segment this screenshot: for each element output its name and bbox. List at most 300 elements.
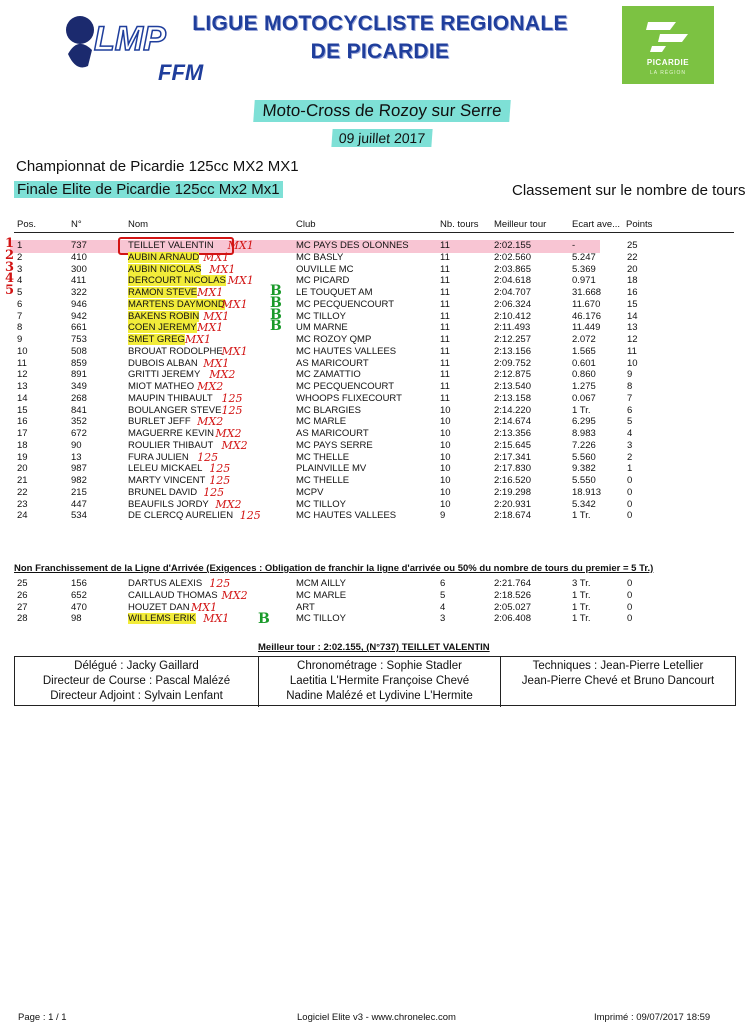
cell-best: 2:21.764: [494, 578, 531, 589]
cell-pts: 0: [627, 498, 633, 510]
cell-nom: RAMON STEVE: [128, 287, 198, 298]
cell-club: MC BASLY: [296, 251, 344, 263]
official-line: Directeur Adjoint : Sylvain Lenfant: [50, 690, 223, 702]
handwritten-class-note: 125: [239, 509, 261, 523]
cell-pos: 11: [17, 357, 27, 369]
official-line: Directeur de Course : Pascal Malézé: [42, 675, 231, 687]
cell-ecart: 8.983: [572, 428, 596, 439]
handwritten-position: 1: [5, 236, 15, 251]
table-row: [0, 452, 750, 463]
cell-num: 661: [71, 322, 87, 334]
cell-club: MC THELLE: [296, 451, 350, 463]
table-row: [0, 475, 750, 486]
cell-best: 2:12.257: [494, 334, 531, 345]
cell-ecart: 0.601: [572, 357, 596, 369]
handwritten-class-note: 125: [197, 450, 219, 464]
cell-pts: 11: [627, 345, 637, 357]
cell-ecart: -: [572, 240, 576, 251]
cell-tours: 10: [440, 404, 451, 416]
cell-tours: 11: [440, 240, 450, 251]
cell-pos: 25: [17, 578, 28, 589]
table-row: [0, 346, 750, 357]
cell-ecart: 5.342: [572, 498, 596, 510]
cell-best: 2:14.220: [494, 404, 531, 416]
handwritten-class-note: MX1: [227, 239, 254, 252]
cell-ecart: 18.913: [572, 486, 602, 498]
table-row: [0, 578, 750, 589]
cell-pos: 5: [17, 287, 23, 298]
cell-nom: LELEU MICKAEL: [128, 463, 203, 475]
cell-pts: 4: [627, 428, 633, 439]
cell-tours: 11: [440, 310, 450, 322]
handwritten-class-note: MX1: [203, 356, 230, 370]
cell-tours: 4: [440, 601, 446, 613]
cell-club: MCM AILLY: [296, 578, 346, 589]
cell-num: 215: [71, 486, 87, 498]
cell-club: MC HAUTES VALLEES: [296, 510, 397, 522]
cell-pts: 0: [627, 601, 633, 613]
cell-nom: GRITTI JEREMY: [128, 369, 201, 381]
handwritten-class-note: MX1: [209, 262, 236, 276]
handwritten-class-note: MX1: [191, 600, 218, 614]
cell-best: 2:02.560: [494, 251, 531, 263]
cell-best: 2:03.865: [494, 263, 531, 275]
cell-ecart: 1.565: [572, 345, 596, 357]
cell-best: 2:14.674: [494, 416, 531, 428]
cell-num: 300: [71, 263, 87, 275]
cell-pts: 3: [627, 439, 633, 451]
cell-pts: 0: [627, 475, 633, 486]
cell-club: MC ZAMATTIO: [296, 369, 361, 381]
org-title: [150, 10, 610, 66]
cell-pts: 20: [627, 263, 638, 275]
table-row: [0, 252, 750, 263]
cell-pos: 28: [17, 613, 28, 625]
cell-ecart: 5.560: [572, 451, 596, 463]
col-club: Club: [296, 219, 316, 230]
cell-ecart: 0.971: [572, 275, 596, 287]
cell-best: 2:05.027: [494, 601, 531, 613]
handwritten-class-note: MX2: [215, 427, 242, 440]
cell-pos: 4: [17, 275, 23, 287]
cell-tours: 10: [440, 428, 451, 439]
cell-tours: 11: [440, 357, 450, 369]
handwritten-class-note: MX1: [197, 321, 224, 335]
cell-best: 2:13.158: [494, 392, 531, 404]
handwritten-class-note: MX2: [215, 497, 242, 511]
table-row: [0, 275, 750, 286]
ffm-logo: FFM: [158, 60, 204, 85]
cell-nom: FURA JULIEN: [128, 451, 189, 463]
col-tours: Nb. tours: [440, 219, 479, 230]
cell-tours: 11: [440, 287, 450, 298]
event-date: 09 juillet 2017: [331, 129, 432, 147]
handwritten-class-note: MX1: [203, 309, 230, 323]
cell-club: OUVILLE MC: [296, 263, 354, 275]
cell-pts: 6: [627, 404, 633, 416]
cell-club: MCPV: [296, 486, 324, 498]
cell-tours: 11: [440, 251, 450, 263]
cell-num: 411: [71, 275, 87, 287]
cell-best: 2:02.155: [494, 240, 531, 251]
cell-ecart: 2.072: [572, 334, 596, 345]
cell-best: 2:18.674: [494, 510, 531, 522]
cell-best: 2:19.298: [494, 486, 531, 498]
cell-best: 2:13.156: [494, 345, 531, 357]
cell-club: MC TILLOY: [296, 310, 346, 322]
cell-ecart: 1.275: [572, 381, 596, 392]
best-lap: Meilleur tour : 2:02.155, (N°737) TEILLET VALENTIN: [258, 642, 490, 653]
handwritten-class-note: MX2: [221, 438, 248, 452]
cell-num: 652: [71, 589, 87, 601]
cell-num: 737: [71, 240, 87, 251]
cell-pts: 0: [627, 578, 633, 589]
cell-num: 322: [71, 287, 87, 298]
table-row: [0, 287, 750, 298]
cell-pts: 5: [627, 416, 633, 428]
cell-best: 2:13.540: [494, 381, 531, 392]
table-row: [0, 487, 750, 498]
table-row: [0, 590, 750, 601]
table-row: [0, 405, 750, 416]
cell-pos: 3: [17, 263, 23, 275]
cell-tours: 11: [440, 345, 450, 357]
handwritten-class-note: MX1: [227, 274, 254, 288]
table-row: [0, 381, 750, 392]
cell-ecart: 0.067: [572, 392, 596, 404]
cell-tours: 9: [440, 510, 446, 522]
cell-num: 841: [71, 404, 87, 416]
cell-club: AS MARICOURT: [296, 428, 369, 439]
table-header: [0, 219, 750, 230]
cell-best: 2:15.645: [494, 439, 531, 451]
official-line: Jean-Pierre Chevé et Bruno Dancourt: [521, 675, 715, 687]
championship-title: Championnat de Picardie 125cc MX2 MX1: [16, 158, 299, 175]
cell-best: 2:10.412: [494, 310, 531, 322]
cell-num: 156: [71, 578, 87, 589]
table-row: [0, 311, 750, 322]
cell-num: 508: [71, 345, 87, 357]
cell-club: AS MARICOURT: [296, 357, 369, 369]
cell-tours: 11: [440, 263, 450, 275]
handwritten-class-note: 125: [209, 474, 231, 487]
cell-best: 2:04.707: [494, 287, 531, 298]
cell-club: MC PAYS SERRE: [296, 439, 373, 451]
cell-tours: 3: [440, 613, 446, 625]
cell-nom: DUBOIS ALBAN: [128, 357, 198, 369]
handwritten-class-note: MX2: [197, 415, 224, 429]
cell-club: MC BLARGIES: [296, 404, 361, 416]
cell-club: MC PAYS DES OLONNES: [296, 240, 409, 251]
col-best: Meilleur tour: [494, 219, 547, 230]
cell-num: 268: [71, 392, 87, 404]
col-num: N°: [71, 219, 82, 230]
cell-club: MC PICARD: [296, 275, 350, 287]
table-row: [0, 264, 750, 275]
cell-best: 2:17.830: [494, 463, 531, 475]
handwritten-b-mark: B: [270, 306, 282, 323]
officials-col-1: [15, 657, 259, 707]
cell-pts: 16: [627, 287, 638, 298]
picardie-logo-text: PICARDIE: [646, 58, 690, 67]
cell-ecart: 6.295: [572, 416, 596, 428]
cell-ecart: 31.668: [572, 287, 602, 298]
cell-best: 2:18.526: [494, 589, 531, 601]
lmp-logo-text: LMP: [94, 20, 166, 58]
handwritten-class-note: 125: [221, 391, 243, 405]
cell-nom: TEILLET VALENTIN: [128, 240, 214, 251]
cell-nom: AUBIN ARNAUD: [128, 251, 200, 263]
table-row: [0, 358, 750, 369]
col-ecart: Ecart ave...: [572, 219, 621, 230]
table-row: [0, 299, 750, 310]
cell-pts: 25: [627, 240, 638, 251]
table-row: [0, 240, 750, 251]
cell-pts: 18: [627, 275, 638, 287]
org-title-line2: DE PICARDIE: [310, 40, 450, 63]
cell-nom: BOULANGER STEVE: [128, 404, 222, 416]
cell-num: 859: [71, 357, 87, 369]
cell-nom: BRUNEL DAVID: [128, 486, 198, 498]
cell-ecart: 5.369: [572, 263, 596, 275]
cell-ecart: 11.449: [572, 322, 601, 334]
cell-pts: 1: [627, 463, 633, 475]
handwritten-class-note: 125: [221, 403, 243, 417]
cell-pos: 24: [17, 510, 28, 522]
cell-ecart: 3 Tr.: [572, 578, 591, 589]
handwritten-class-note: MX2: [209, 368, 236, 382]
cell-nom: BAKENS ROBIN: [128, 310, 200, 322]
cell-num: 534: [71, 510, 87, 522]
cell-club: LE TOUQUET AM: [296, 287, 373, 298]
cell-pts: 15: [627, 298, 638, 310]
cell-tours: 11: [440, 322, 450, 334]
handwritten-b-mark: B: [270, 283, 282, 299]
cell-club: UM MARNE: [296, 322, 348, 334]
cell-best: 2:16.520: [494, 475, 531, 486]
cell-pos: 14: [17, 392, 28, 404]
cell-best: 2:11.493: [494, 322, 531, 334]
header-divider: [14, 232, 734, 233]
handwritten-b-mark: B: [258, 611, 270, 628]
cell-nom: DARTUS ALEXIS: [128, 578, 203, 589]
cell-pos: 17: [17, 428, 28, 439]
cell-nom: BEAUFILS JORDY: [128, 498, 209, 510]
cell-club: MC PECQUENCOURT: [296, 381, 394, 392]
cell-ecart: 1 Tr.: [572, 589, 591, 601]
cell-pos: 27: [17, 601, 28, 613]
cell-ecart: 7.226: [572, 439, 596, 451]
col-nom: Nom: [128, 219, 149, 230]
cell-ecart: 1 Tr.: [572, 404, 591, 416]
cell-pos: 12: [17, 369, 28, 381]
cell-pts: 7: [627, 392, 633, 404]
non-finish-title: Non Franchissement de la Ligne d'Arrivée (Exigences : Obligation de franchir la ligne d'arrivée ou 50% du nombre de tours du premier = 5 Tr.): [14, 563, 654, 574]
table-row: [0, 393, 750, 404]
cell-pos: 8: [17, 322, 23, 334]
cell-pos: 9: [17, 334, 23, 345]
cell-club: MC TILLOY: [296, 498, 346, 510]
cell-nom: HOUZET DAN: [128, 601, 190, 613]
cell-pos: 19: [17, 451, 28, 463]
cell-tours: 11: [440, 381, 450, 392]
cell-club: MC HAUTES VALLEES: [296, 345, 397, 357]
cell-tours: 11: [440, 275, 450, 287]
cell-tours: 10: [440, 439, 451, 451]
handwritten-position: 3: [5, 259, 15, 275]
col-pos: Pos.: [17, 219, 37, 230]
cell-pos: 23: [17, 498, 28, 510]
cell-num: 987: [71, 463, 87, 475]
cell-tours: 11: [440, 298, 450, 310]
org-title-line1: LIGUE MOTOCYCLISTE REGIONALE: [192, 12, 568, 35]
table-row: [0, 334, 750, 345]
cell-pts: 2: [627, 451, 633, 463]
finale-title: Finale Elite de Picardie 125cc Mx2 Mx1: [14, 181, 283, 198]
cell-club: MC PECQUENCOURT: [296, 298, 394, 310]
cell-num: 90: [71, 439, 82, 451]
official-line: Délégué : Jacky Gaillard: [74, 660, 199, 672]
cell-num: 891: [71, 369, 87, 381]
cell-ecart: 1 Tr.: [572, 613, 591, 625]
cell-best: 2:06.324: [494, 298, 531, 310]
cell-pos: 6: [17, 298, 23, 310]
cell-club: WHOOPS FLIXECOURT: [296, 392, 402, 404]
cell-pts: 0: [627, 613, 633, 625]
cell-tours: 10: [440, 486, 451, 498]
cell-pts: 9: [627, 369, 633, 381]
table-row: [0, 499, 750, 510]
handwritten-class-note: MX1: [184, 333, 211, 346]
cell-pos: 1: [17, 240, 23, 251]
cell-nom: BURLET JEFF: [128, 416, 191, 428]
table-row: [0, 602, 750, 613]
cell-best: 2:04.618: [494, 275, 531, 287]
officials-col-3: [501, 657, 735, 707]
cell-club: MC MARLE: [296, 416, 347, 428]
cell-club: MC MARLE: [296, 589, 347, 601]
cell-pos: 15: [17, 404, 28, 416]
cell-pos: 10: [17, 345, 28, 357]
handwritten-position: 2: [5, 247, 15, 263]
picardie-arrow-icon: [644, 16, 692, 54]
cell-num: 946: [71, 298, 87, 310]
cell-pts: 0: [627, 589, 633, 601]
cell-pos: 16: [17, 416, 28, 428]
cell-nom: BROUAT RODOLPHE: [128, 345, 223, 357]
cell-tours: 10: [440, 498, 451, 510]
cell-ecart: 5.247: [572, 251, 596, 263]
cell-club: MC THELLE: [296, 475, 350, 486]
cell-num: 672: [71, 428, 87, 439]
picardie-logo-sub: LA RÉGION: [650, 70, 686, 76]
cell-pos: 2: [17, 251, 23, 263]
cell-pts: 8: [627, 381, 633, 392]
cell-ecart: 0.860: [572, 369, 596, 381]
table-row: [0, 322, 750, 333]
cell-num: 753: [71, 334, 87, 345]
cell-tours: 11: [440, 369, 450, 381]
cell-num: 470: [71, 601, 87, 613]
cell-pos: 13: [17, 381, 28, 392]
cell-nom: WILLEMS ERIK: [128, 613, 196, 625]
handwritten-position: 5: [5, 283, 15, 298]
cell-best: 2:20.931: [494, 498, 531, 510]
official-line: Nadine Malézé et Lydivine L'Hermite: [286, 690, 473, 702]
event-title: Moto-Cross de Rozoy sur Serre: [253, 100, 511, 122]
cell-club: PLAINVILLE MV: [296, 463, 367, 475]
officials-box: [14, 656, 736, 706]
handwritten-class-note: MX2: [197, 380, 224, 393]
cell-ecart: 46.176: [572, 310, 602, 322]
footer-page: Page : 1 / 1: [18, 1012, 67, 1023]
handwritten-class-note: MX1: [197, 286, 224, 299]
cell-num: 352: [71, 416, 87, 428]
cell-club: ART: [296, 601, 315, 613]
cell-pts: 12: [627, 334, 638, 345]
table-row: [0, 613, 750, 624]
cell-club: MC ROZOY QMP: [296, 334, 372, 345]
cell-num: 98: [71, 613, 82, 625]
handwritten-class-note: MX1: [203, 612, 230, 626]
cell-tours: 10: [440, 416, 451, 428]
cell-pts: 0: [627, 510, 633, 522]
cell-nom: SMET GREG: [128, 334, 185, 345]
official-line: Chronométrage : Sophie Stadler: [297, 660, 462, 672]
cell-tours: 10: [440, 451, 451, 463]
cell-pts: 22: [627, 251, 638, 263]
official-line: Techniques : Jean-Pierre Letellier: [532, 660, 704, 672]
cell-best: 2:17.341: [494, 451, 531, 463]
cell-nom: MIOT MATHEO: [128, 381, 195, 392]
footer-software: Logiciel Elite v3 - www.chronelec.com: [297, 1012, 456, 1023]
cell-tours: 10: [440, 463, 451, 475]
cell-ecart: 9.382: [572, 463, 596, 475]
handwritten-position: 4: [5, 271, 15, 287]
cell-nom: DE CLERCQ AURELIEN: [128, 510, 234, 522]
cell-pos: 7: [17, 310, 23, 322]
cell-nom: ROULIER THIBAUT: [128, 439, 214, 451]
officials-col-2: [259, 657, 501, 707]
col-pts: Points: [626, 219, 653, 230]
cell-ecart: 11.670: [572, 298, 601, 310]
cell-pts: 14: [627, 310, 638, 322]
cell-num: 13: [71, 451, 82, 463]
cell-ecart: 1 Tr.: [572, 601, 591, 613]
cell-nom: MARTY VINCENT: [128, 475, 206, 486]
handwritten-class-note: MX1: [203, 250, 230, 264]
cell-nom: MAGUERRE KEVIN: [128, 428, 215, 439]
cell-tours: 6: [440, 578, 446, 589]
cell-nom: MAUPIN THIBAULT: [128, 392, 213, 404]
cell-pos: 18: [17, 439, 28, 451]
cell-nom: MARTENS DAYMOND: [128, 298, 225, 310]
cell-nom: DERCOURT NICOLAS: [128, 275, 226, 287]
cell-nom: AUBIN NICOLAS: [128, 263, 202, 275]
cell-nom: COEN JEREMY: [128, 322, 197, 334]
cell-pts: 0: [627, 486, 633, 498]
cell-ecart: 1 Tr.: [572, 510, 591, 522]
cell-num: 447: [71, 498, 87, 510]
cell-pts: 13: [627, 322, 638, 334]
handwritten-class-note: MX1: [221, 344, 248, 358]
cell-best: 2:13.356: [494, 428, 531, 439]
ranking-type: Classement sur le nombre de tours: [512, 182, 746, 199]
handwritten-b-mark: B: [270, 318, 282, 335]
picardie-region-logo: [622, 6, 714, 84]
handwritten-b-mark: B: [270, 294, 282, 311]
handwritten-class-note: MX2: [221, 588, 248, 602]
